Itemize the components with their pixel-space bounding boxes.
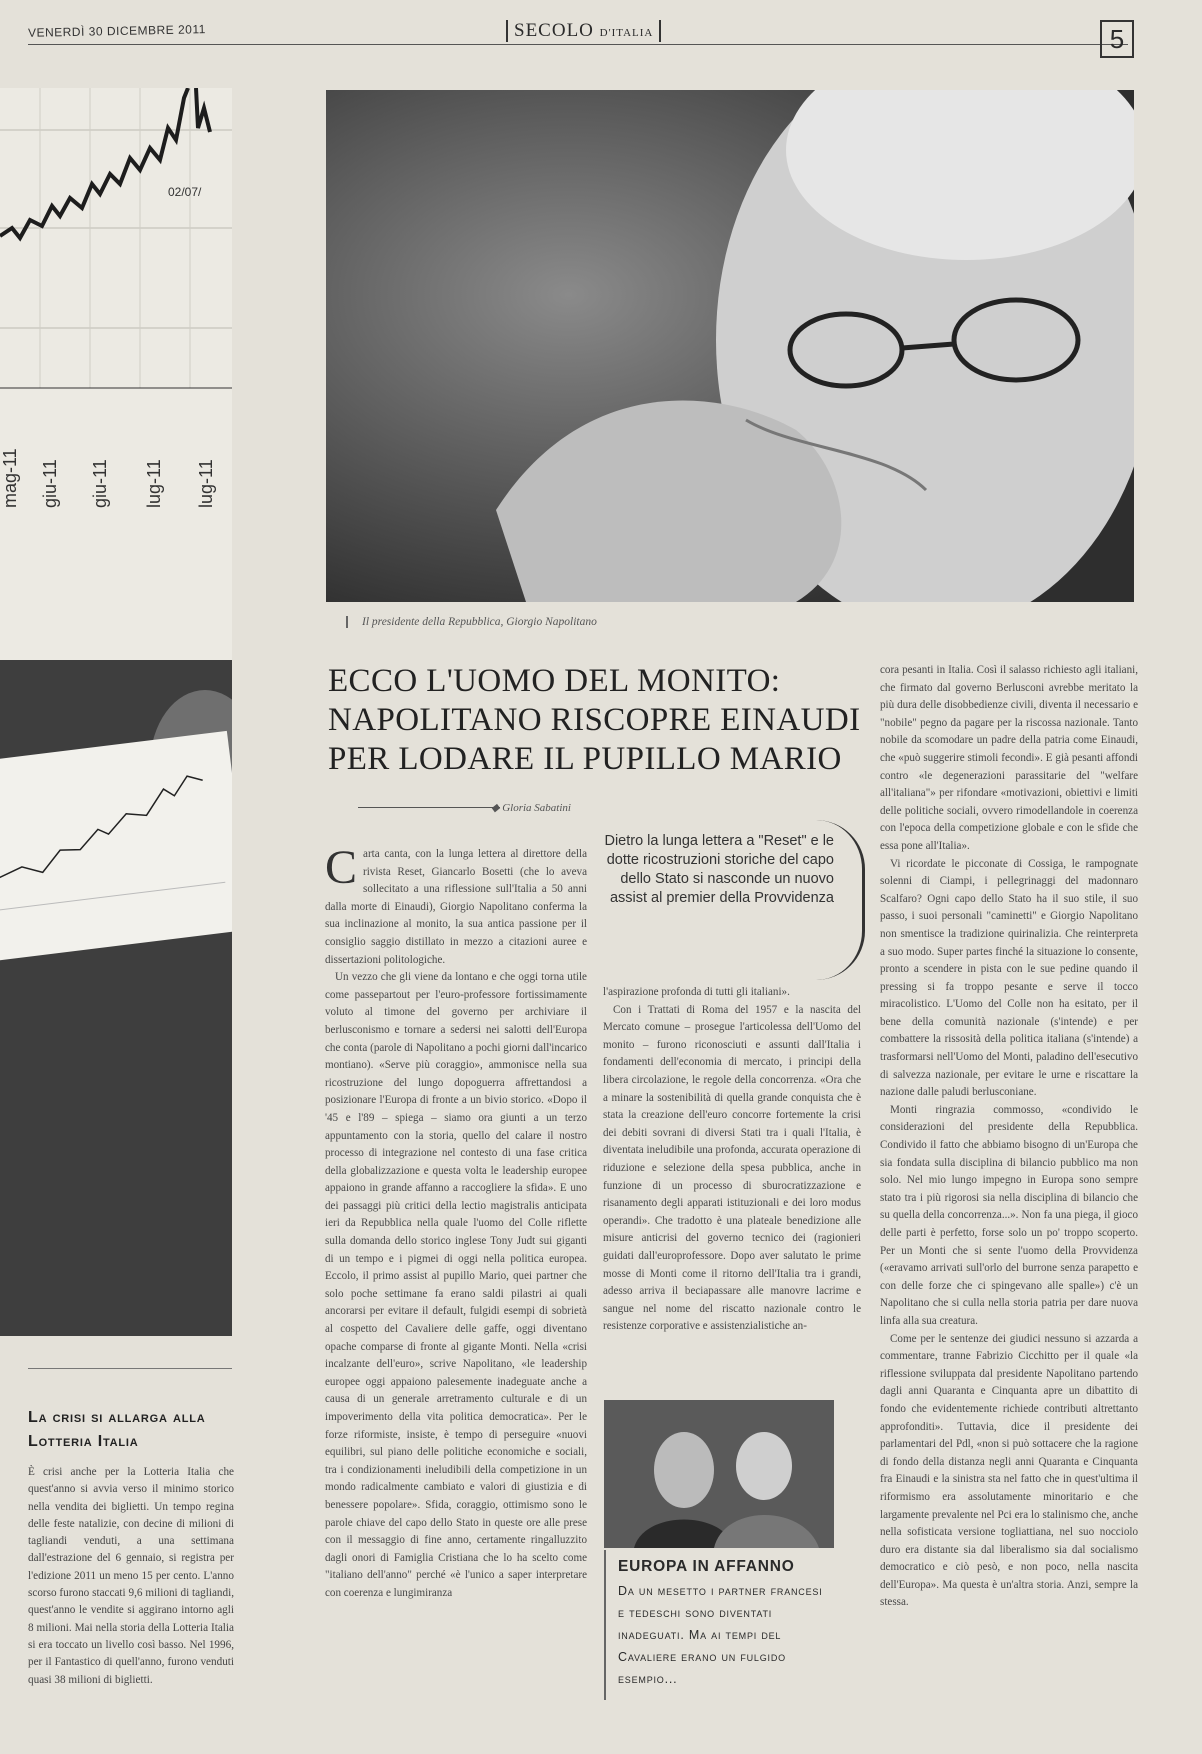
- europe-box-title: EUROPA IN AFFANNO: [618, 1558, 795, 1575]
- sidebar-rule: [28, 1368, 232, 1369]
- header-rule: [28, 44, 1128, 45]
- article-paragraph: Un vezzo che gli viene da lontano e che oggi torna utile come passepartout per l'euro-professore fortissimamente voluto al timone del governo per archiviare il berlusconismo e tornare a sedersi nei salotti dell'Europa che conta (parole di Napolitano a pochi giorni dall'incarico montiano). «Serve più coraggio», ammonisce nella sua ricostruzione del lungo dopoguerra affrettandosi a posizionare l'Europa di fronte a un bivio storico. «Dopo il '45 e l'89 – spiega – siamo ora giunti a un terzo appuntamento con la storia, quello del calare il nostro processo di integrazione nel contesto di una fase critica della globalizzazione e questa volta le leadership europee appaiono in grande affanno a raccogliere la sfida». E uno dei passaggi più critici della lectio magistralis anticipata ieri da Repubblica nella quale l'uomo del Colle riflette sulla domanda dello storico inglese Tony Judt sui giganti di un tempo e i pigmei di oggi nella politica europea. Eccolo, il primo assist al pupillo Mario, quei partner che solo poche settimane fa erano saldi pilastri ai quali ancorarsi per evitare il default, fulgidi esempi di sobrietà al cospetto del Cavaliere delle gaffe, oggi diventano opache comparse di fronte al gigante Monti. Nella «crisi incalzante dell'euro», scrive Napolitano, «le leadership europee oggi appaiono palesemente inadeguate anche a causa di un generale arretramento culturale e di un impoverimento della vita politica democratica». Per le forze riformiste, insiste, è tempo di perseguire «nuovi equilibri, sul piano delle politiche economiche e sociali, tra i condizionamenti ineludibili della competizione in un mondo radicalmente cambiato e valori di giustizia e di benessere popolare». Sfida, coraggio, ottimismo sono le parole chiave del capo dello Stato in queste ore alle prese con il messaggio di fine anno, certamente ringalluzzito dagli onori di Famiglia Cristiana che lo ha scelto come "italiano dell'anno" perché «è l'unico a saper interpretare con coerenza e lungimiranza: [325, 971, 587, 1599]
- face-shape: [736, 1432, 792, 1500]
- author-name: Gloria Sabatini: [502, 802, 571, 814]
- header-date: VENERDÌ 30 DICEMBRE 2011: [27, 22, 206, 40]
- chart-paper-line: [0, 774, 212, 880]
- chart-series-line: [0, 88, 188, 238]
- article-paragraph: arta canta, con la lunga lettera al direttore della rivista Reset, Giancarlo Bosetti (che lo aveva sollecitato a una riflessione sull'Italia a 50 anni dalla morte di Einaudi), Giorgio Napolitano conferma la sua inclinazione al monito, la sua antica passione per il consiglio saggio distillato in mezzo a citazioni auree e dissertazioni politologiche.: [325, 848, 587, 966]
- chart-tick-label: giu-11: [90, 459, 110, 508]
- box-border: [604, 1550, 606, 1700]
- chart-tick-label: giu-11: [40, 459, 60, 508]
- photo-caption: Il presidente della Repubblica, Giorgio Napolitano: [346, 616, 597, 628]
- article-paragraph: Come per le sentenze dei giudici nessuno si azzarda a commentare, tranne Fabrizio Cicchitto per il quale «la riflessione sviluppata dal presidente Napolitano partendo dagli anni Quaranta e Cinquanta apre un dibattito di fondo che evidentemente richiede contributi altrettanto approfonditi». Tuttavia, dice il presidente dei parlamentari del Pdl, «non si può sottacere che la ragione di fondo della distanza negli anni Quaranta e Cinquanta fra Einaudi e la sinistra sta nel fatto che in quest'ultima il riformismo era assolutamente minoritario e che largamente prevalente nel Pci era lo stalinismo che, anche nella sofisticata versione togliattiana, nel suo nocciolo duro era distante sia dal liberalismo sia dal socialismo democratico e ciò pesò, e non poco, nella nascita dell'Europa». Ma questa è un'altra storia. Anzi, sempre la stessa.: [880, 1332, 1138, 1609]
- newspaper-name-main: SECOLO: [514, 20, 594, 41]
- article-paragraph: l'aspirazione profonda di tutti gli italiani».: [603, 986, 790, 998]
- sidebar-body: È crisi anche per la Lotteria Italia che quest'anno si avvia verso il minimo storico nella vendita dei biglietti. Un tempo regina delle feste natalizie, con decine di milioni di tagliandi venduti, a una settimana dall'estrazione del 6 gennaio, si registra per l'edizione 2011 un meno 15 per cento. L'anno scorso furono staccati 9,6 milioni di tagliandi, quest'anno le vendite si aggirano intorno agli 8 milioni. Mai nella storia della Lotteria Italia si era toccato un livello così basso. Nel 1996, per il Fantastico di quell'anno, furono venduti quasi 38 milioni di biglietti.: [28, 1466, 234, 1686]
- drop-cap: C: [325, 841, 358, 894]
- europe-leaders-photo: [604, 1400, 834, 1548]
- article-column-1: [325, 841, 587, 1603]
- article-paragraph: Con i Trattati di Roma del 1957 e la nascita del Mercato comune – prosegue l'articolessa dell'Uomo del monito – furono riconosciuti e assunti dall'Italia i fondamenti dell'economia di mercato, i principi della libera circolazione, le regole della concorrenza. «Ora che a minare la sostenibilità di quella grande conquista che è stata la creazione dell'euro concorre fortemente la crisi dei debiti sovrani di diversi Stati tra i quali l'Italia, è diventata ineludibile una profonda, accurata operazione di riduzione e selezione della spesa pubblica, anche in funzione di un processo di sburocratizzazione e risanamento degli apparati istituzionali e dei loro modus operandi». Che tradotto è una plateale benedizione alle misure anticrisi del governo tecnico dei (ragionieri guidati dall'europrofessore. Dopo aver salutato le prime mosse di Monti come il ritorno dell'Italia tra i grandi, adesso arriva il beciapassare alle manovre lacrime e sangue nel nome del riscatto nazionale contro le resistenze corporative e assistenzialistiche an-: [603, 1003, 861, 1333]
- chart-tick-label: lug-11: [144, 459, 164, 508]
- article-column-3: [880, 662, 1138, 1612]
- pull-quote: Dietro la lunga lettera a "Reset" e le dotte ricostruzioni storiche del capo dello Stato si nasconde un nuovo assist al premier della Provvidenza: [604, 833, 834, 906]
- europe-box-deck: Da un mesetto i partner francesi e tedeschi sono diventati inadeguati. Ma ai tempi del Cavaliere erano un fulgido esempio...: [618, 1584, 823, 1686]
- face-shape: [654, 1432, 714, 1508]
- chart-date-label: 02/07/: [168, 185, 202, 199]
- chart-tick-label: lug-11: [196, 459, 216, 508]
- newspaper-name-suffix: D'ITALIA: [599, 27, 654, 39]
- headline-line: NAPOLITANO RISCOPRE EINAUDI: [328, 702, 861, 738]
- article-paragraph: cora pesanti in Italia. Così il salasso richiesto agli italiani, che firmato dal governo Berlusconi avrebbe meritato la più dura delle disobbedienze civili, diventa il necessario e "nobile" pegno da pagare per la riscossa nazionale. Tanto nobile da scomodare un padre della patria come Einaudi, che «può suggerire stimoli fecondi». E già pesanti affondi contro «le degenerazioni parassitarie del "welfare all'italiana"» per rifondare «motivazioni, obiettivi e limiti delle politiche sociali, ovvero rimodellandole in coerenza con l'epoca della competizione globale e con le sfide che essa pone all'Italia».: [880, 664, 1138, 852]
- chart-paper-sheet: [0, 731, 232, 961]
- article-paragraph: Vi ricordate le picconate di Cossiga, le rampognate solenni di Ciampi, i pellegrinaggi del madonnaro Scalfaro? Ogni capo dello Stato ha il suo stile, il suo passo, i suoi personali "caminetti" e Giorgio Napolitano non smentisce la tradizione quirinalizia. Che reinterpreta a suo modo. Super partes finché la situazione lo consente, pronto a scendere in pista con le sue pedine quando il pressing si fa troppo pesante e serve il tocco miracolistico. L'Uomo del Colle non ha esitato, per il bene della comunità nazionale (s'intende) e per combattere la rissosità della politica italiana (s'intende) a trasformarsi nell'Uomo del Monti, paladino dell'esecutivo di salvezza nazionale, per evitare le urne e riscattare la nazione dalle paludi berlusconiane.: [880, 857, 1138, 1099]
- chart-series-line: [196, 88, 210, 132]
- headline-line: ECCO L'UOMO DEL MONITO:: [328, 663, 781, 699]
- chart-photo-fragment: [0, 88, 232, 660]
- page-number: 5: [1100, 20, 1134, 58]
- article-headline: [328, 662, 878, 779]
- byline-rule: [358, 807, 500, 808]
- newspaper-name: [506, 20, 661, 42]
- article-byline: ◆ Gloria Sabatini: [491, 802, 571, 814]
- pull-quote-bracket: [816, 820, 865, 980]
- article-paragraph: Monti ringrazia commosso, «condivido le considerazioni del presidente della Repubblica. Condivido il fatto che abbiamo bisogno di un'Europa che sia fondata sulla disciplina di bilancio pubblico ma non solo. Nel mio lungo impegno in Europa sono sempre stato tra i più rigorosi sia nella disciplina di bilancio che su quella della concorrenza...». Non fa una piega, il gioco delle parti è perfetto, forse solo un po' troppo scoperto. Per un Monti che si sente l'uomo della Provvidenza («eravamo arrivati sull'orlo del burrone senza parapetto e con delle forze che ci spingevano alle spalle») c'è un Napolitano che si culla nella storia patria per dare nuova linfa alla sua creatura.: [880, 1103, 1138, 1327]
- chart-paper-axis: [0, 882, 225, 910]
- article-column-2: [603, 984, 861, 1336]
- chart-tick-label: mag-11: [0, 448, 20, 508]
- sidebar-headline: La crisi si allarga alla Lotteria Italia: [28, 1409, 206, 1450]
- headline-line: PER LODARE IL PUPILLO MARIO: [328, 741, 842, 777]
- napolitano-photo: [326, 90, 1134, 602]
- hand-with-chart-photo: [0, 660, 232, 1336]
